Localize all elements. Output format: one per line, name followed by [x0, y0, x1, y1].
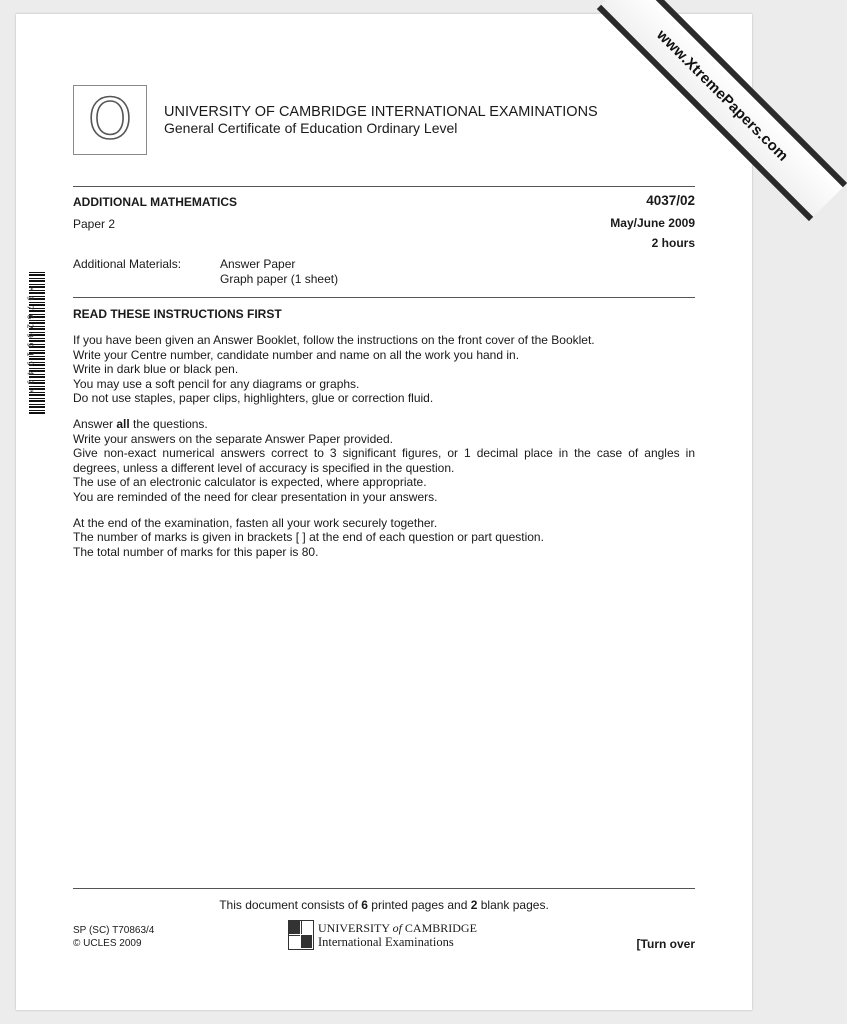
barcode-digits: *9762991949*	[25, 286, 35, 399]
instruction-line: Write your answers on the separate Answer Paper provided.	[73, 431, 393, 446]
materials-label: Additional Materials:	[73, 257, 182, 271]
instructions-body	[73, 333, 695, 570]
answer-post: the questions.	[129, 416, 208, 431]
logo-letter: O	[87, 87, 133, 152]
page-count-note	[73, 898, 695, 912]
instruction-block-answers	[73, 417, 695, 505]
corner-ribbon	[522, 14, 792, 244]
instruction-line: At the end of the examination, fasten all your work securely together.	[73, 515, 438, 530]
subject-title: ADDITIONAL MATHEMATICS	[73, 195, 237, 209]
instruction-line-answer-all	[73, 417, 695, 432]
exam-session: May/June 2009	[610, 216, 695, 230]
instructions-heading: READ THESE INSTRUCTIONS FIRST	[73, 307, 282, 321]
divider-footer	[73, 888, 695, 889]
divider-top	[73, 186, 695, 187]
level-logo	[73, 85, 147, 155]
ribbon-link-text[interactable]: www.XtremePapers.com	[597, 0, 847, 221]
crest-quarter	[289, 935, 300, 949]
cambridge-name-post: CAMBRIDGE	[401, 921, 477, 935]
instruction-line: The use of an electronic calculator is expected, where appropriate.	[73, 475, 427, 490]
answer-bold: all	[116, 416, 130, 431]
answer-pre: Answer	[73, 416, 117, 431]
printed-pages-count: 6	[361, 898, 368, 912]
page-count-post: blank pages.	[477, 898, 549, 912]
cambridge-name-of: of	[392, 921, 402, 935]
page-count-pre: This document consists of	[219, 898, 362, 912]
crest-quarter	[289, 921, 300, 934]
instruction-line: Do not use staples, paper clips, highlighters, glue or correction fluid.	[73, 391, 434, 406]
instruction-line: The number of marks is given in brackets [ ] at the end of each question or part question.	[73, 530, 544, 545]
blank-pages-count: 2	[470, 898, 478, 912]
turn-over-label: [Turn over	[636, 937, 695, 951]
copyright-notice: © UCLES 2009	[73, 938, 142, 949]
instruction-line: Give non-exact numerical answers correct to 3 significant figures, or 1 decimal place in the case of angles in degrees, unless a different level of accuracy is specified in the question.	[73, 446, 695, 475]
cambridge-crest-icon	[288, 920, 314, 950]
cambridge-sub: International Examinations	[318, 935, 454, 949]
paper-number: Paper 2	[73, 217, 116, 231]
material-item: Answer Paper	[220, 257, 296, 271]
syllabus-code: 4037/02	[646, 193, 695, 208]
cambridge-name-pre: UNIVERSITY	[318, 921, 393, 935]
page-count-mid: printed pages and	[367, 898, 471, 912]
instruction-line: You may use a soft pencil for any diagrams or graphs.	[73, 376, 360, 391]
divider-instructions	[73, 297, 695, 298]
university-title: UNIVERSITY OF CAMBRIDGE INTERNATIONAL EXAMINATIONS	[164, 104, 598, 120]
instruction-line: Write your Centre number, candidate number and name on all the work you hand in.	[73, 347, 520, 362]
crest-quarter	[301, 935, 312, 948]
instruction-line: The total number of marks for this paper is 80.	[73, 544, 319, 559]
crest-quarter	[301, 921, 313, 934]
certificate-title: General Certificate of Education Ordinary Level	[164, 120, 458, 136]
instruction-block-end	[73, 516, 695, 560]
instruction-line: You are reminded of the need for clear presentation in your answers.	[73, 489, 438, 504]
instruction-line: If you have been given an Answer Booklet, follow the instructions on the front cover of the Booklet.	[73, 333, 595, 347]
material-item: Graph paper (1 sheet)	[220, 272, 339, 286]
instruction-line: Write in dark blue or black pen.	[73, 362, 239, 377]
cambridge-name	[318, 921, 477, 936]
exam-duration: 2 hours	[651, 236, 695, 250]
exam-cover-page	[16, 14, 792, 1010]
document-ref: SP (SC) T70863/4	[73, 925, 155, 936]
instruction-block-general	[73, 333, 695, 406]
